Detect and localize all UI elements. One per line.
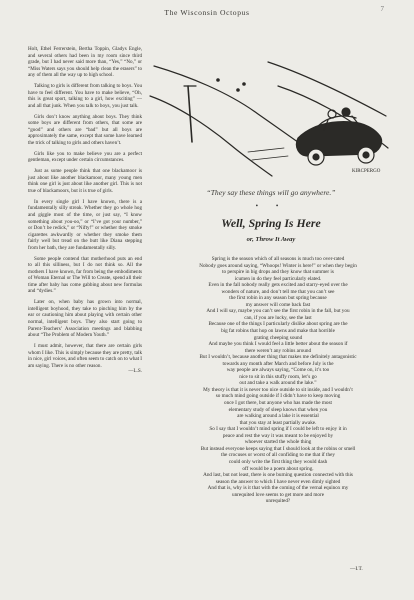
poem-line: Spring is the season which of all seasons is much too over-rated — [211, 256, 345, 262]
poem-line: And last, but not least, there is one burning question connected with this — [203, 472, 353, 479]
poem-line: out and take a walk around the lake.” — [239, 380, 317, 387]
poem-line: And that is, why is it that with the coming of the vernal equinox my — [207, 485, 349, 492]
paragraph: In every single girl I have known, there is a fundamentally silly streak. Whether they go whole hog and giggle most of the time, or just say, “I know something about you-oo,” or “I’ve got your number,” or Don’t be redick,” or “Nifty!” or whether they smoke cigarettes awkwardly or whether they smoke them fairly well but tread on the butt like Diana stepping from her bath, they are fundamentally silly. — [28, 198, 142, 251]
poem-line: nice to sit in this stuffy room, let’s go — [239, 373, 317, 380]
article-subtitle: or, Throw It Away — [246, 236, 296, 243]
illustration-caption: “They say these things will go anywhere.” — [206, 188, 336, 197]
poem-line: once I got there, but anyone who has made the most — [224, 400, 332, 407]
article-title: Well, Spring Is Here — [221, 216, 321, 230]
poem-line: my answer will come back fast — [245, 301, 311, 308]
poem-line: And maybe you think I would feel a little better about the season if — [208, 341, 348, 348]
poem-line: Nobody goes around saying, “Whoops! Winter is here!” or when they begin — [199, 262, 357, 269]
artist-signature: KIRCPERGO — [352, 169, 381, 174]
poem-line: off would be a poem about spring. — [242, 465, 314, 472]
poem-line: the crocuses or worst of all confiding to me that if they — [221, 452, 335, 459]
page-header: The Wisconsin Octopus — [164, 8, 250, 17]
poem-line: towards any month after March and before July is the — [222, 360, 334, 367]
paragraph: Some people contend that motherhood puts an end to all this silliness, but I do not think so. All the mothers I have known, far from being the embodiments of Woman Eternal or The Will to Create, spend all their time after baby has come gabbing about new formulas and “dydies.” — [28, 255, 142, 295]
paragraph: Girls don’t know anything about boys. They think some boys are different from others, that some are “good” and others are “bad” but all boys are approximately the same, except that some have learned the trick of talking to girls and others haven’t. — [28, 113, 142, 146]
poem-line: So I say that I wouldn’t mind spring if I could be left to enjoy it in — [209, 426, 347, 433]
poem-line: big fat robins that hop on lawns and make that horrible — [221, 328, 335, 335]
poem-line: unrequited love seems to get more and more — [231, 491, 325, 498]
left-article-signature: —L.S. — [128, 367, 142, 374]
poem-line: peace and rest the way it was meant to be enjoyed by — [222, 432, 334, 439]
poem-line: so much mind going outside if I didn’t have to keep moving — [215, 393, 341, 400]
poem-line: could only write the first thing they would dash — [228, 458, 328, 465]
page-number: 7 — [380, 5, 384, 13]
poem-line: that you stay at least partially awake. — [239, 419, 317, 426]
poem-line: elementary study of sleep knows that when you — [228, 406, 328, 413]
paragraph: Just as some people think that one blackamoor is just about like another blackamoor, many young men think one girl is just about like another girl. This is not true of blackamoors, but it is true of girls. — [28, 168, 142, 194]
paragraph: Girls like you to make believe you are a perfect gentleman, except under certain circumstances. — [28, 150, 142, 164]
paragraph: Holt, Ethel Ferrerstein, Bertha Toppin, Gladys Engle, and several others had been in my room since third grade, but I had never said more than, “Yes,” “No,” or “Miss Waters says you should help clean the erasers” to any of them all the way up to high school. — [28, 46, 142, 79]
left-column-article — [28, 46, 142, 374]
poem-line: Even in the fall nobody really gets excited and starry-eyed over the — [208, 282, 348, 289]
poem-signature: —I.T. — [350, 566, 363, 572]
poem-line: can, if you are lucky, see the last — [244, 314, 312, 321]
poem-line: Because one of the things I particularly dislike about spring are the — [208, 321, 348, 328]
paragraph: I must admit, however, that there are certain girls whom I like. This is simply because they are pretty, talk in nice, girl voices, and often seem to catch on to what I am saying. There is no other reason. — [28, 343, 143, 369]
poem-line: But I wouldn’t, because another thing that makes me definitely antagonistic — [199, 354, 357, 361]
poem-line: grating cheeping sound — [253, 334, 303, 341]
poem-line: wonders of nature, and don’t tell me that you can’t see — [221, 288, 335, 295]
poem-line: there weren’t any robins around — [244, 347, 312, 354]
cartoon-illustration — [148, 56, 392, 178]
section-separator: • • — [255, 202, 287, 210]
paragraph: Talking to girls is different from talking to boys. You have to feel different. You have to make believe, “Oh, this is great sport, talking to a girl, how exciting” — and all that junk. When you talk to boys, you just talk. — [28, 83, 142, 109]
poem-line: way people are always saying, “Come on, it’s too — [226, 367, 330, 374]
poem-line: to perspire in big drops and they know that summer is — [222, 269, 334, 276]
poem-line: whoever started the whole thing — [244, 439, 312, 446]
poem-line: But instead everyone keeps saying that I should look at the robins or smell — [200, 445, 356, 452]
poem-line: unrequited? — [265, 498, 291, 505]
poem-line: icumen in do they feel particularly elated. — [234, 275, 322, 282]
poem-line: the first robin in any season but spring because — [229, 295, 327, 302]
poem-line: season the answer to which I have never even dimly sighted — [215, 478, 341, 485]
poem-line: are walking around a lake it is essential — [237, 413, 319, 420]
poem-line: My theory is that it is never too nice outside to sit inside, and I wouldn’t — [203, 386, 353, 393]
paragraph: Later on, when baby has grown into normal, intelligent boyhood, they take to pinching him by the ear or cautioning him about playing with certain other normal, intelligent boys. They also start going to Parent-Teachers’ Association meetings and blabbing about “The Problem of Modern Youth.” — [28, 299, 142, 339]
poem-body — [160, 256, 396, 505]
poem-line: And I will say, maybe you can’t see the first robin in the fall, but you — [206, 308, 350, 315]
